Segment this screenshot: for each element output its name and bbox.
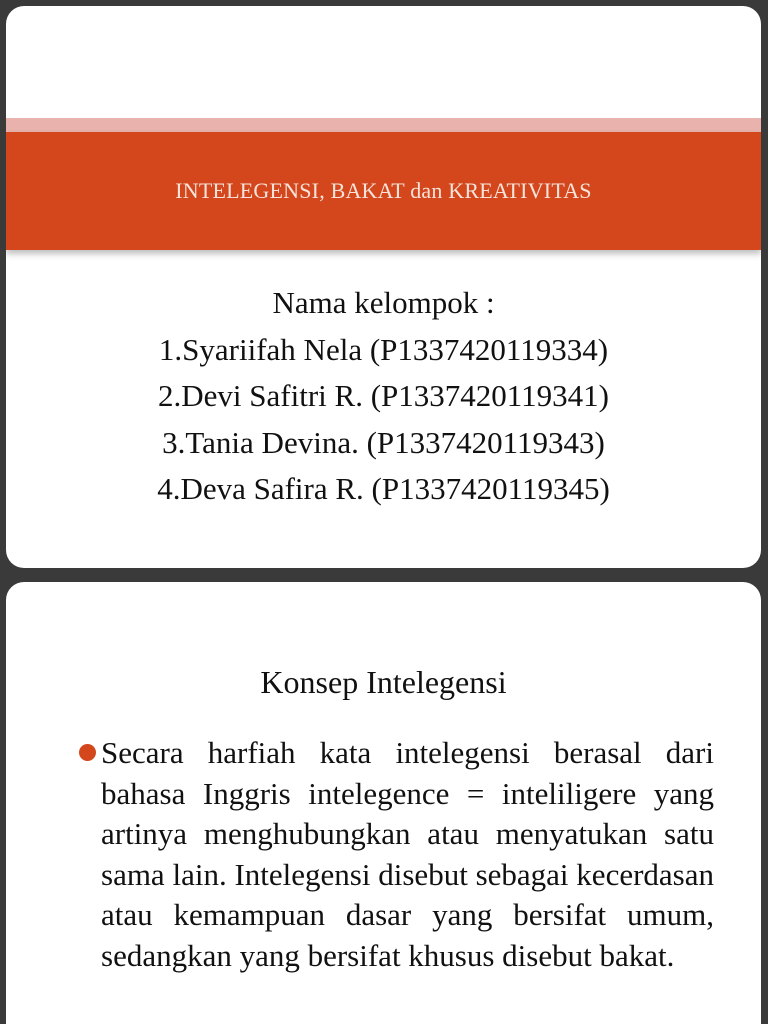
member-item: 2.Devi Safitri R. (P1337420119341) — [158, 378, 609, 413]
slide-2-title: Konsep Intelegensi — [260, 664, 507, 700]
member-item: 4.Deva Safira R. (P1337420119345) — [157, 471, 610, 506]
bullet-text: Secara harfiah kata intelegensi berasal dari bahasa Inggris intelegence = inteliligere yang artinya menghubungkan atau menyatukan satu sama lain. Intelegensi disebut sebagai kecerdasan atau kemampuan dasar yang bersifat umum, sedangkan yang bersifat khusus disebut bakat. — [101, 735, 714, 973]
slide-1 — [6, 6, 761, 568]
slide-2 — [6, 582, 761, 1024]
slide-1-title: INTELEGENSI, BAKAT dan KREATIVITAS — [175, 178, 592, 203]
member-list — [6, 280, 761, 513]
member-item: 3.Tania Devina. (P1337420119343) — [162, 424, 605, 460]
member-item: 1.Syariifah Nela (P1337420119334) — [158, 331, 609, 367]
accent-strip — [6, 118, 761, 132]
bullet-icon — [79, 744, 96, 761]
group-heading: Nama kelompok : — [272, 285, 495, 320]
title-band — [6, 132, 761, 250]
